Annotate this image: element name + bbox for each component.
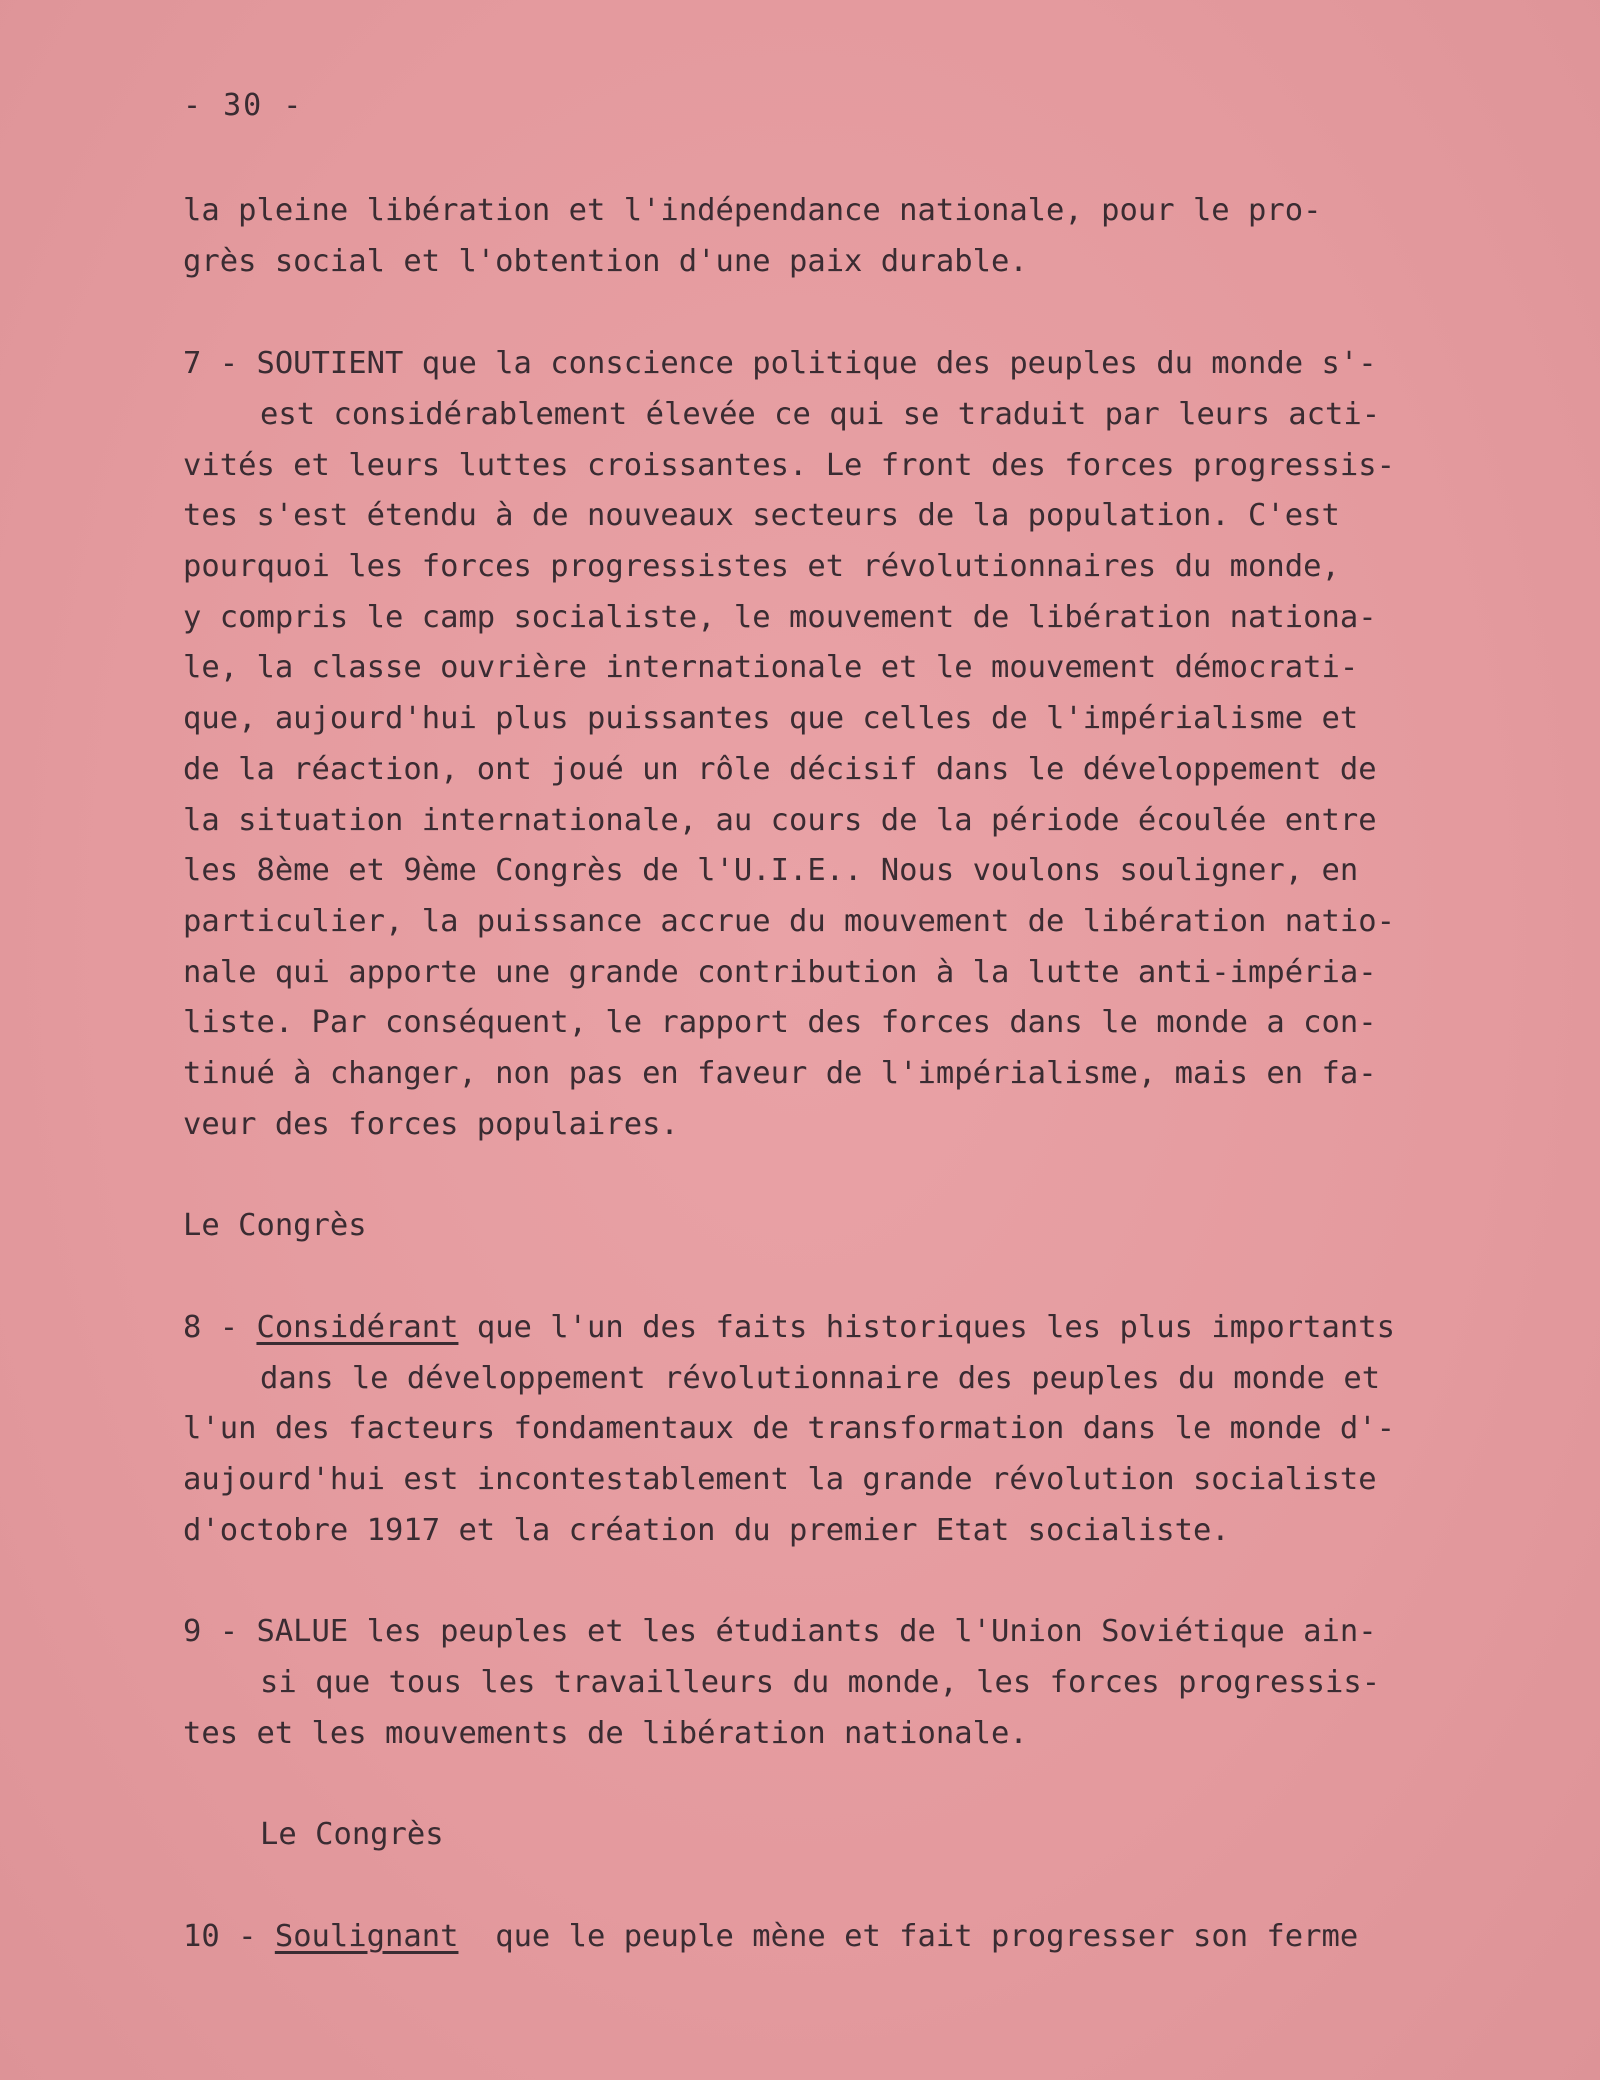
text-line: 9 - SALUE les peuples et les étudiants de l'Union Soviétique ain- <box>183 1614 1377 1649</box>
text-line: veur des forces populaires. <box>183 1107 679 1142</box>
underlined-keyword: Soulignant <box>274 1919 459 1954</box>
paragraph-8-first-line <box>183 1310 1395 1345</box>
text-line: que le peuple mène et fait progresser son ferme <box>495 1919 1359 1954</box>
text-line: dans le développement révolutionnaire des peuples du monde et <box>260 1361 1381 1396</box>
text-line: tes s'est étendu à de nouveaux secteurs de la population. C'est <box>183 498 1340 533</box>
text-line: liste. Par conséquent, le rapport des forces dans le monde a con- <box>183 1005 1377 1040</box>
section-heading: Le Congrès <box>260 1817 444 1852</box>
text-line: si que tous les travailleurs du monde, les forces progressis- <box>260 1665 1381 1700</box>
text-line: tes et les mouvements de libération nationale. <box>183 1716 1028 1751</box>
text-line: grès social et l'obtention d'une paix durable. <box>183 244 1028 279</box>
text-line: tinué à changer, non pas en faveur de l'impérialisme, mais en fa- <box>183 1056 1377 1091</box>
text-line: vités et leurs luttes croissantes. Le front des forces progressis- <box>183 448 1395 483</box>
underlined-keyword: Considérant <box>256 1310 459 1345</box>
text-line: aujourd'hui est incontestablement la grande révolution socialiste <box>183 1462 1377 1497</box>
text-line: est considérablement élevée ce qui se traduit par leurs acti- <box>260 397 1381 432</box>
text-line: la situation internationale, au cours de la période écoulée entre <box>183 803 1377 838</box>
text-line: particulier, la puissance accrue du mouvement de libération natio- <box>183 904 1395 939</box>
text-line: d'octobre 1917 et la création du premier Etat socialiste. <box>183 1513 1230 1548</box>
item-number: 8 - <box>183 1310 257 1345</box>
item-number: 10 - <box>183 1919 275 1954</box>
page-number: - 30 - <box>183 88 304 123</box>
section-heading: Le Congrès <box>183 1208 367 1243</box>
text-line: le, la classe ouvrière internationale et le mouvement démocrati- <box>183 650 1359 685</box>
text-line: 7 - SOUTIENT que la conscience politique des peuples du monde s'- <box>183 346 1377 381</box>
text-line: pourquoi les forces progressistes et révolutionnaires du monde, <box>183 549 1340 584</box>
paragraph-10-first-line <box>183 1919 1359 1954</box>
text-line: nale qui apporte une grande contribution à la lutte anti-impéria- <box>183 955 1377 990</box>
text-line: les 8ème et 9ème Congrès de l'U.I.E.. Nous voulons souligner, en <box>183 853 1359 888</box>
text-line: de la réaction, ont joué un rôle décisif dans le développement de <box>183 752 1377 787</box>
text-line: y compris le camp socialiste, le mouvement de libération nationa- <box>183 600 1377 635</box>
text-line: que, aujourd'hui plus puissantes que celles de l'impérialisme et <box>183 701 1359 736</box>
text-line: que l'un des faits historiques les plus importants <box>476 1310 1395 1345</box>
text-line: l'un des facteurs fondamentaux de transformation dans le monde d'- <box>183 1411 1395 1446</box>
text-line: la pleine libération et l'indépendance nationale, pour le pro- <box>183 193 1322 228</box>
